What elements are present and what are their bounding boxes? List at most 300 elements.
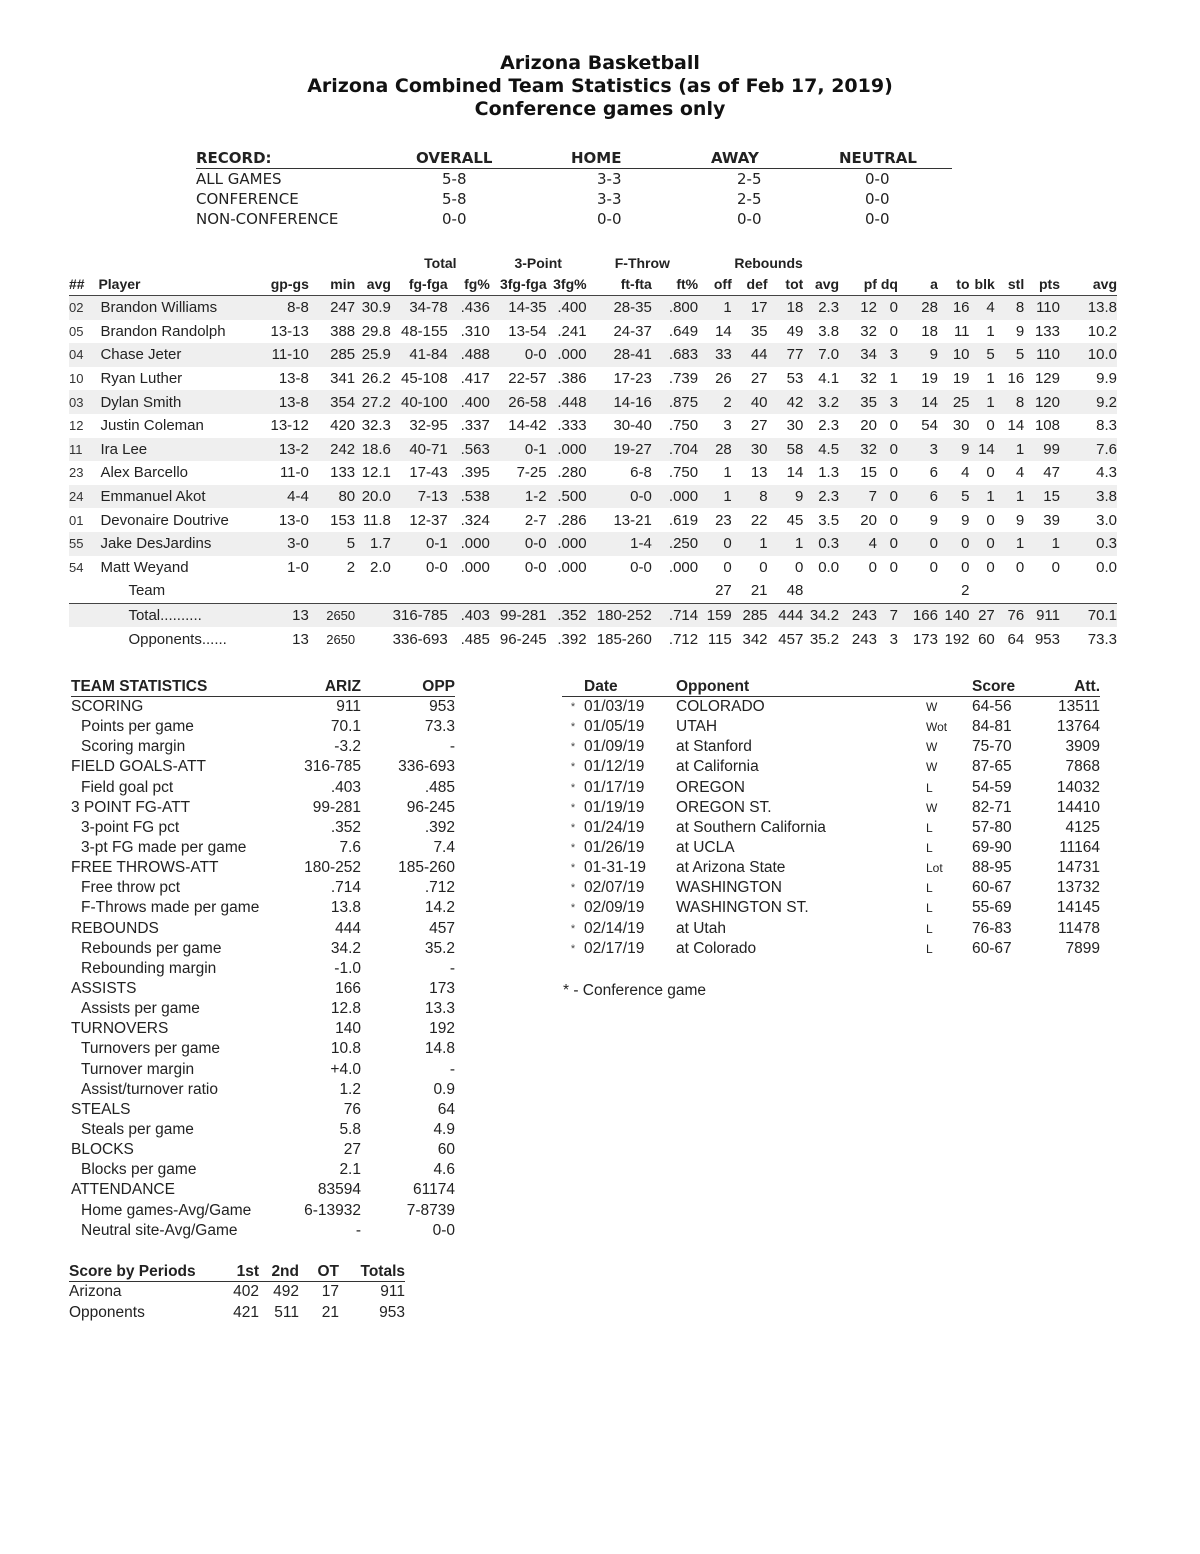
stat-cell: 77	[768, 343, 804, 367]
stat-cell: .395	[460, 464, 490, 482]
title-line-3: Conference games only	[474, 98, 726, 120]
stat-cell: 15	[860, 464, 877, 482]
team-stat-label: Free throw pct	[81, 879, 181, 897]
team-stat-ariz: -1.0	[334, 959, 361, 977]
stat-cell: 1	[986, 322, 995, 340]
stat-cell: 11	[69, 438, 98, 462]
stat-cell: 73.3	[1060, 627, 1117, 651]
team-stat-opp: 96-245	[406, 798, 455, 816]
score-by-periods-table	[69, 1262, 405, 1323]
stat-cell: 1	[986, 370, 995, 388]
stat-cell: 0	[889, 417, 898, 435]
stat-cell: 120	[1024, 390, 1060, 414]
team-stat-opp: 336-693	[398, 758, 455, 776]
stat-cell: 21	[732, 579, 768, 603]
stat-cell: 53	[786, 370, 804, 388]
player-row	[69, 320, 1117, 344]
team-stat-opp: 14.2	[424, 899, 455, 917]
team-stat-row	[71, 1100, 455, 1120]
game-attendance: 14145	[1056, 899, 1100, 917]
team-stat-row	[71, 737, 455, 757]
stat-cell: 0	[986, 417, 995, 435]
stat-cell: 3.8	[1060, 485, 1117, 509]
game-attendance: 13511	[1058, 698, 1100, 716]
team-stats-header: TEAM STATISTICS	[71, 677, 281, 697]
stat-cell: 18	[921, 322, 938, 340]
stat-cell: 35.2	[803, 627, 839, 651]
stat-cell: 28-35	[587, 296, 652, 320]
team-stat-opp: .392	[424, 818, 455, 836]
stat-cell: 32	[860, 322, 877, 340]
player-name: Brandon Williams	[98, 296, 256, 320]
game-result: L	[926, 841, 933, 856]
stat-cell: 0	[986, 511, 995, 529]
stat-cell: 3	[877, 390, 898, 414]
stat-cell: 49	[786, 322, 804, 340]
conference-marker: *	[570, 862, 576, 875]
conference-marker: *	[570, 701, 576, 714]
stat-cell: 166	[898, 603, 938, 627]
team-stat-label: Assists per game	[81, 1000, 200, 1018]
game-result: L	[926, 901, 933, 916]
stat-cell: 13-8	[256, 390, 309, 414]
stat-cell: 192	[938, 627, 970, 651]
team-stat-ariz: 444	[335, 919, 361, 937]
stat-cell: 55	[69, 532, 98, 556]
stat-cell: 14-35	[490, 296, 547, 320]
team-stat-opp: -	[449, 959, 455, 977]
team-stat-label: ASSISTS	[71, 980, 137, 998]
record-header: RECORD:	[196, 149, 416, 169]
stat-cell: 0	[970, 532, 995, 556]
stat-cell: 0	[986, 464, 995, 482]
record-row	[196, 209, 952, 229]
record-value: 2-5	[737, 170, 762, 188]
team-stat-ariz: .352	[330, 818, 361, 836]
player-name: Team	[98, 579, 256, 603]
opp-header: OPP	[361, 677, 455, 697]
record-value: 0-0	[865, 170, 890, 188]
stat-cell: 16	[938, 296, 970, 320]
team-stat-row	[71, 818, 455, 838]
attendance-header: Att.	[1038, 677, 1100, 697]
game-attendance: 3909	[1065, 738, 1100, 756]
team-stat-label: FIELD GOALS-ATT	[71, 758, 206, 776]
stat-cell: 0	[986, 558, 995, 576]
team-stat-opp: 173	[429, 980, 455, 998]
stat-cell: 26-58	[490, 390, 547, 414]
stat-cell: 80	[309, 485, 355, 509]
game-date: 02/07/19	[584, 879, 645, 897]
team-stat-label: Assist/turnover ratio	[81, 1080, 218, 1098]
team-stat-ariz: 5.8	[339, 1121, 361, 1139]
stat-cell: 133	[330, 464, 356, 482]
stat-cell: 3	[898, 438, 938, 462]
stat-cell: 23	[69, 465, 84, 481]
game-attendance: 7899	[1065, 939, 1100, 957]
game-opponent: OREGON ST.	[676, 798, 772, 816]
stat-cell: 48-155	[401, 322, 448, 340]
stat-cell: 13	[750, 464, 768, 482]
stat-cell: 4.3	[1096, 464, 1117, 482]
game-opponent: at Utah	[676, 919, 726, 937]
team-stat-row	[71, 1180, 455, 1200]
stat-cell: 41-84	[391, 343, 448, 367]
column-header: tot	[768, 273, 804, 296]
stat-cell: 9.2	[1060, 390, 1117, 414]
opponents-row	[69, 627, 1117, 651]
stat-cell: .000	[547, 438, 587, 462]
team-stat-label: Neutral site-Avg/Game	[81, 1221, 238, 1239]
player-row	[69, 508, 1117, 532]
team-stat-ariz: -3.2	[334, 738, 361, 756]
team-stat-ariz: .403	[330, 778, 361, 796]
title-line-2: Arizona Combined Team Statistics (as of Feb 17, 2019)	[307, 75, 893, 97]
stat-cell: 0-0	[426, 558, 448, 576]
stat-cell: 11.8	[362, 511, 391, 529]
game-opponent: at Arizona State	[676, 859, 786, 877]
stat-cell: .714	[652, 603, 698, 627]
conference-marker: *	[570, 801, 576, 814]
player-row	[69, 532, 1117, 556]
stat-cell: 0	[794, 558, 804, 576]
stat-cell: 8-8	[256, 296, 309, 320]
stat-cell	[69, 579, 98, 603]
stat-cell: 285	[732, 603, 768, 627]
stat-cell: 133	[1034, 322, 1060, 340]
stat-cell: 4.1	[818, 370, 840, 388]
stat-cell: 9	[768, 485, 804, 509]
stat-cell: .324	[460, 511, 490, 529]
record-label: ALL GAMES	[196, 170, 282, 188]
stat-cell	[1060, 579, 1117, 603]
player-name: Matt Weyand	[100, 558, 189, 576]
stat-cell: 03	[69, 390, 98, 414]
stat-cell: 9	[961, 511, 970, 529]
team-stat-label: BLOCKS	[71, 1141, 134, 1159]
stat-cell	[995, 579, 1024, 603]
game-date: 01/26/19	[584, 839, 645, 857]
team-stat-label: 3 POINT FG-ATT	[71, 798, 191, 816]
stat-cell: .448	[547, 390, 587, 414]
stat-cell: 2650	[309, 627, 355, 651]
player-row	[69, 343, 1117, 367]
column-header: fg-fga	[391, 273, 448, 296]
column-header: Player	[98, 273, 256, 296]
stat-cell: 4.5	[803, 438, 839, 462]
stat-cell: 12-37	[409, 511, 448, 529]
stat-cell: 457	[768, 627, 804, 651]
team-stat-ariz: 76	[343, 1100, 361, 1118]
stat-cell: 159	[698, 603, 732, 627]
period-header: Score by Periods	[69, 1262, 219, 1282]
player-name: Emmanuel Akot	[98, 485, 256, 509]
stat-cell: 243	[839, 603, 877, 627]
stat-cell: 3	[877, 627, 898, 651]
team-stat-row	[71, 1019, 455, 1039]
period-header: Totals	[339, 1262, 405, 1282]
stat-cell: 34	[839, 343, 877, 367]
stat-cell: 0-0	[587, 485, 652, 509]
team-stat-row	[71, 1201, 455, 1221]
column-header: pf	[839, 273, 877, 296]
stat-cell: 99-281	[490, 603, 547, 627]
team-stat-ariz: 140	[335, 1020, 361, 1038]
stat-cell: 54	[69, 559, 84, 575]
stat-cell: 6	[929, 464, 938, 482]
stat-cell: 7	[839, 485, 877, 509]
stat-cell	[355, 603, 391, 627]
stat-cell: .750	[668, 464, 699, 482]
stat-cell: 0-1	[490, 438, 547, 462]
stat-cell: 18.6	[355, 438, 391, 462]
team-stat-label: TURNOVERS	[71, 1020, 169, 1038]
game-result: L	[926, 941, 933, 956]
stat-cell: 26.2	[361, 370, 391, 388]
stat-cell: 11	[953, 322, 970, 340]
game-date: 01-31-19	[584, 859, 647, 877]
team-stat-opp: 7-8739	[406, 1201, 455, 1219]
stat-cell: 13.8	[1060, 296, 1117, 320]
team-stat-opp: 14.8	[424, 1040, 455, 1058]
stat-cell: 0	[868, 558, 877, 576]
stat-cell: 12	[69, 418, 84, 434]
player-name: Jake DesJardins	[98, 532, 256, 556]
team-stat-row	[71, 778, 455, 798]
stat-cell	[355, 627, 391, 651]
stat-cell	[547, 579, 587, 603]
stat-cell: 1	[995, 438, 1024, 462]
stat-cell: 4	[961, 464, 970, 482]
column-header: blk	[970, 273, 995, 296]
record-value: 0-0	[865, 210, 890, 228]
stat-cell: 11-10	[256, 343, 309, 367]
stat-cell	[898, 579, 938, 603]
stat-cell: 05	[69, 323, 84, 339]
stat-cell: 3.2	[803, 390, 839, 414]
stat-cell: 12	[839, 296, 877, 320]
conference-marker: *	[570, 902, 576, 915]
stat-cell: 64	[995, 627, 1024, 651]
stat-cell: .352	[547, 603, 587, 627]
stat-cell: 30	[732, 438, 768, 462]
column-header: def	[732, 273, 768, 296]
player-name: Ryan Luther	[100, 370, 183, 388]
stat-cell: 185-260	[587, 627, 652, 651]
stat-cell: 20	[860, 417, 877, 435]
record-value: 2-5	[737, 190, 762, 208]
stat-cell	[69, 627, 98, 651]
team-stat-opp: 457	[429, 919, 455, 937]
record-header: OVERALL	[416, 149, 571, 169]
column-header: 3fg%	[547, 273, 587, 296]
column-header-row	[69, 273, 1117, 296]
stat-cell: 1-0	[287, 558, 309, 576]
stat-cell: .436	[448, 296, 490, 320]
stat-cell: 9	[1015, 511, 1025, 529]
record-row	[196, 169, 952, 190]
stat-cell: 1.7	[355, 532, 391, 556]
stat-cell: .800	[652, 296, 698, 320]
stat-cell: 14	[898, 390, 938, 414]
team-stat-opp: 4.9	[433, 1121, 455, 1139]
stat-cell: 40-100	[391, 390, 448, 414]
stat-cell: 129	[1034, 370, 1060, 388]
team-stat-ariz: 10.8	[330, 1040, 361, 1058]
stat-cell: 26	[715, 370, 732, 388]
stat-cell: 17-23	[613, 370, 652, 388]
stat-cell: 76	[995, 603, 1024, 627]
team-stat-row	[71, 1120, 455, 1140]
team-stat-ariz: 1.2	[339, 1080, 361, 1098]
stat-cell	[970, 579, 995, 603]
game-result: W	[926, 800, 938, 815]
column-header: ##	[69, 273, 98, 296]
period-score: 953	[379, 1303, 405, 1321]
stat-cell: 35	[839, 390, 877, 414]
stat-cell: 0	[889, 322, 898, 340]
player-stats-table	[69, 253, 1117, 651]
player-name: Justin Coleman	[100, 417, 204, 435]
stat-cell: 0-0	[630, 558, 652, 576]
stat-cell: 19	[921, 370, 938, 388]
player-row	[69, 414, 1117, 438]
team-stat-label: Scoring margin	[81, 738, 186, 756]
team-stat-label: Turnover margin	[81, 1060, 195, 1078]
player-name: Alex Barcello	[100, 464, 188, 482]
game-result: Wot	[926, 720, 948, 735]
game-opponent: at Stanford	[676, 738, 752, 756]
team-stat-ariz: 34.2	[330, 939, 361, 957]
stat-cell: 47	[1043, 464, 1060, 482]
player-row	[69, 556, 1117, 580]
period-row	[69, 1282, 405, 1303]
stat-cell: 33	[698, 343, 732, 367]
stat-cell: 1	[995, 532, 1024, 556]
team-stat-label: F-Throws made per game	[81, 899, 260, 917]
stat-cell: 13-54	[508, 322, 547, 340]
player-row	[69, 485, 1117, 509]
game-opponent: at California	[676, 758, 759, 776]
team-stat-opp: 73.3	[424, 718, 455, 736]
period-score: 911	[380, 1283, 405, 1301]
stat-cell: 30	[786, 417, 804, 435]
stat-cell: 2	[938, 579, 970, 603]
period-score: 492	[273, 1283, 299, 1301]
game-date: 02/14/19	[584, 919, 645, 937]
stat-cell	[652, 579, 698, 603]
stat-cell: 5	[970, 343, 995, 367]
stat-cell: 15	[1024, 485, 1060, 509]
stat-cell: 4	[839, 532, 877, 556]
stat-cell: 0	[898, 532, 938, 556]
team-stat-label: ATTENDANCE	[71, 1181, 175, 1199]
team-stat-opp: .712	[424, 879, 455, 897]
stat-cell: .400	[547, 296, 587, 320]
stat-cell: 4	[970, 296, 995, 320]
record-value: 5-8	[442, 170, 467, 188]
stat-cell	[69, 603, 98, 627]
stat-cell: 0	[877, 532, 898, 556]
stat-cell: .403	[448, 603, 490, 627]
stat-cell: 19	[952, 370, 970, 388]
column-header: min	[309, 273, 355, 296]
column-header: gp-gs	[256, 273, 309, 296]
stat-cell: 45-108	[401, 370, 448, 388]
team-stat-label: FREE THROWS-ATT	[71, 859, 219, 877]
team-stat-ariz: 2.1	[339, 1161, 361, 1179]
stat-cell: 247	[309, 296, 355, 320]
stat-cell: 39	[1043, 511, 1060, 529]
stat-cell: 8	[732, 485, 768, 509]
stat-cell: .417	[460, 370, 490, 388]
game-opponent: WASHINGTON	[676, 879, 782, 897]
stat-cell: 173	[898, 627, 938, 651]
stat-cell: 8.3	[1096, 417, 1117, 435]
game-row	[562, 919, 1100, 939]
team-stat-row	[71, 919, 455, 939]
team-stat-row	[71, 838, 455, 858]
stat-cell: 24	[69, 485, 98, 509]
stat-cell: 0	[889, 511, 898, 529]
stat-cell: 4-4	[256, 485, 309, 509]
stat-cell: 10	[938, 343, 970, 367]
team-stat-row	[71, 1080, 455, 1100]
team-stat-opp: -	[449, 738, 455, 756]
stat-cell: 7	[877, 603, 898, 627]
team-stat-row	[71, 959, 455, 979]
game-score: 82-71	[972, 798, 1012, 816]
game-result: L	[926, 820, 933, 835]
game-opponent: OREGON	[676, 778, 745, 796]
stat-cell	[803, 579, 839, 603]
game-result: W	[926, 740, 938, 755]
conference-footnote: * - Conference game	[563, 982, 707, 999]
team-stat-ariz: 83594	[317, 1181, 361, 1199]
team-stat-row	[71, 757, 455, 777]
record-value: 0-0	[737, 210, 762, 228]
stat-cell: 7-25	[516, 464, 547, 482]
schedule-section	[562, 677, 1100, 959]
stat-cell: 13-2	[256, 438, 309, 462]
game-attendance: 4125	[1065, 818, 1100, 836]
stat-cell: .280	[557, 464, 587, 482]
game-score: 76-83	[972, 919, 1012, 937]
stat-cell: 0-0	[524, 558, 547, 576]
player-row	[69, 367, 1117, 391]
stat-cell: 28	[698, 438, 732, 462]
stat-cell: 34.2	[803, 603, 839, 627]
game-result: L	[926, 780, 933, 795]
stat-cell: 30-40	[613, 417, 652, 435]
stat-cell: 22-57	[508, 370, 547, 388]
conference-marker: *	[570, 781, 576, 794]
schedule-table	[562, 677, 1100, 959]
stat-cell: 27	[750, 370, 768, 388]
stat-cell: 14	[715, 322, 732, 340]
period-score: 421	[233, 1303, 259, 1321]
stat-cell: 9	[929, 511, 938, 529]
team-stat-row	[71, 979, 455, 999]
player-row	[69, 438, 1117, 462]
game-opponent: at UCLA	[676, 839, 735, 857]
team-stat-opp: 0.9	[433, 1080, 455, 1098]
stat-cell: 70.1	[1060, 603, 1117, 627]
team-stat-opp: 185-260	[398, 859, 455, 877]
stat-cell: 3.0	[1096, 511, 1117, 529]
game-date: 01/17/19	[584, 778, 645, 796]
game-attendance: 11164	[1059, 839, 1100, 857]
